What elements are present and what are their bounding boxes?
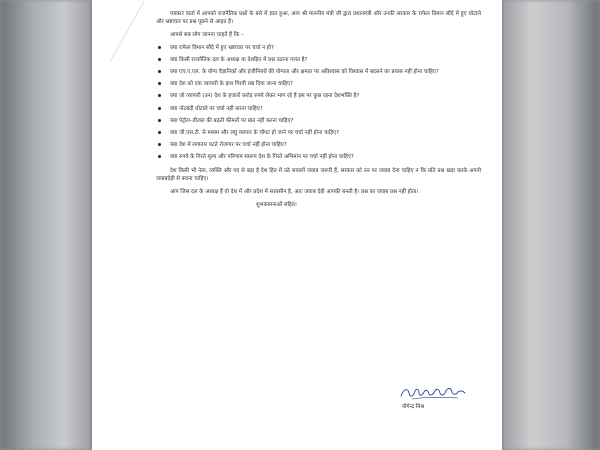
list-item: क्या किसी राजनैतिक दल के अध्यक्ष या देशहित में प्रश्न उठाना गलत है? [156, 56, 481, 64]
bullet-icon [158, 143, 161, 146]
bullet-icon [158, 119, 161, 122]
bullet-icon [158, 94, 161, 97]
closing-line: शुभकामनाओं सहित। [256, 202, 297, 209]
list-item: क्या राफेल विमान सौदे में हुए भ्रष्टाचार पर चर्चा न हो? [156, 44, 481, 52]
list-item: क्या देश में लगातार घटते रोजगार पर चर्चा नहीं होना चाहिए? [156, 141, 481, 149]
bullet-icon [158, 107, 161, 110]
second-paragraph: देश किसी भी नेता, व्यक्ति और पद से बड़ा है देश हित में उठे सवालों जवाब जरूरी हैं, सरकार को उन पर जवाब देना चाहिए न कि प्रति प्रश्न खड़ा करके अपनी जवाबदेही से बचना चाहिए। [156, 167, 481, 182]
signer-name: योगेन्द्र मिश्र [402, 404, 425, 410]
list-item: क्या नोटबंदी घोटाले पर चर्चा नहीं करना चाहिए? [156, 105, 481, 113]
bullet-icon [158, 46, 161, 49]
questions-intro: आपसे सब लोग जानना चाहते हैं कि – [170, 32, 244, 39]
bullet-icon [158, 70, 161, 73]
letter-body [156, 10, 481, 209]
list-item: क्या जो व्यापारी (उन) देश के हजारों करोड़ रुपये लेकर भाग रहे हैं इस पर कुछ रहना देशभक्ति है? [156, 92, 481, 100]
letter-page [92, 0, 502, 450]
third-paragraph: आप जिस दल के अध्यक्ष हैं वो देश में और प्रदेश में सत्तासीन है, अतः जवाब देही आपकी बनती है। प्रश्न का जवाब प्रश्न नहीं होता। [170, 189, 419, 196]
list-item: क्या एच.ए.एल. के योग्य वैज्ञानिकों और इंजीनियरों की योग्यता और क्षमता पर अविश्वास को विश्वास में बदलने का प्रयास नहीं होना चाहिए? [156, 68, 481, 76]
bullet-icon [158, 82, 161, 85]
list-item: क्या देश को एक व्यापारी के हाथ गिरवी रख दिया जाना चाहिए? [156, 80, 481, 88]
list-item: क्या रुपये के गिरते मूल्य और परिणाम स्वरूप देश के गिरते अभिमान पर चर्चा नहीं होना चाहिए? [156, 153, 481, 161]
list-item: क्या पेट्रोल–डीजल की बढ़ती कीमतों पर बात नहीं करना चाहिए? [156, 117, 481, 125]
bullet-icon [158, 58, 161, 61]
bullet-icon [158, 155, 161, 158]
opening-paragraph: पत्रकार वार्ता में आपको राजनैतिक प्रश्नों के बारे में ज्ञात हुआ, आप श्री माननीय मंत्री जी द्वारा प्रधानमंत्री और उनकी सरकार के राफेल विमान सौदे में हुए घोटाले और भ्रष्टाचार पर प्रश्न पूछने से आहत हैं। [156, 11, 481, 26]
questions-list [156, 44, 481, 162]
blurred-background-left [0, 0, 92, 450]
bullet-icon [158, 131, 161, 134]
handwritten-signature [398, 384, 468, 402]
blurred-background-right [502, 0, 600, 450]
list-item: क्या जी.एस.टी. से मध्यम और लघु व्यापार के चौपट हो जाने पर चर्चा नहीं होना चाहिए? [156, 129, 481, 137]
